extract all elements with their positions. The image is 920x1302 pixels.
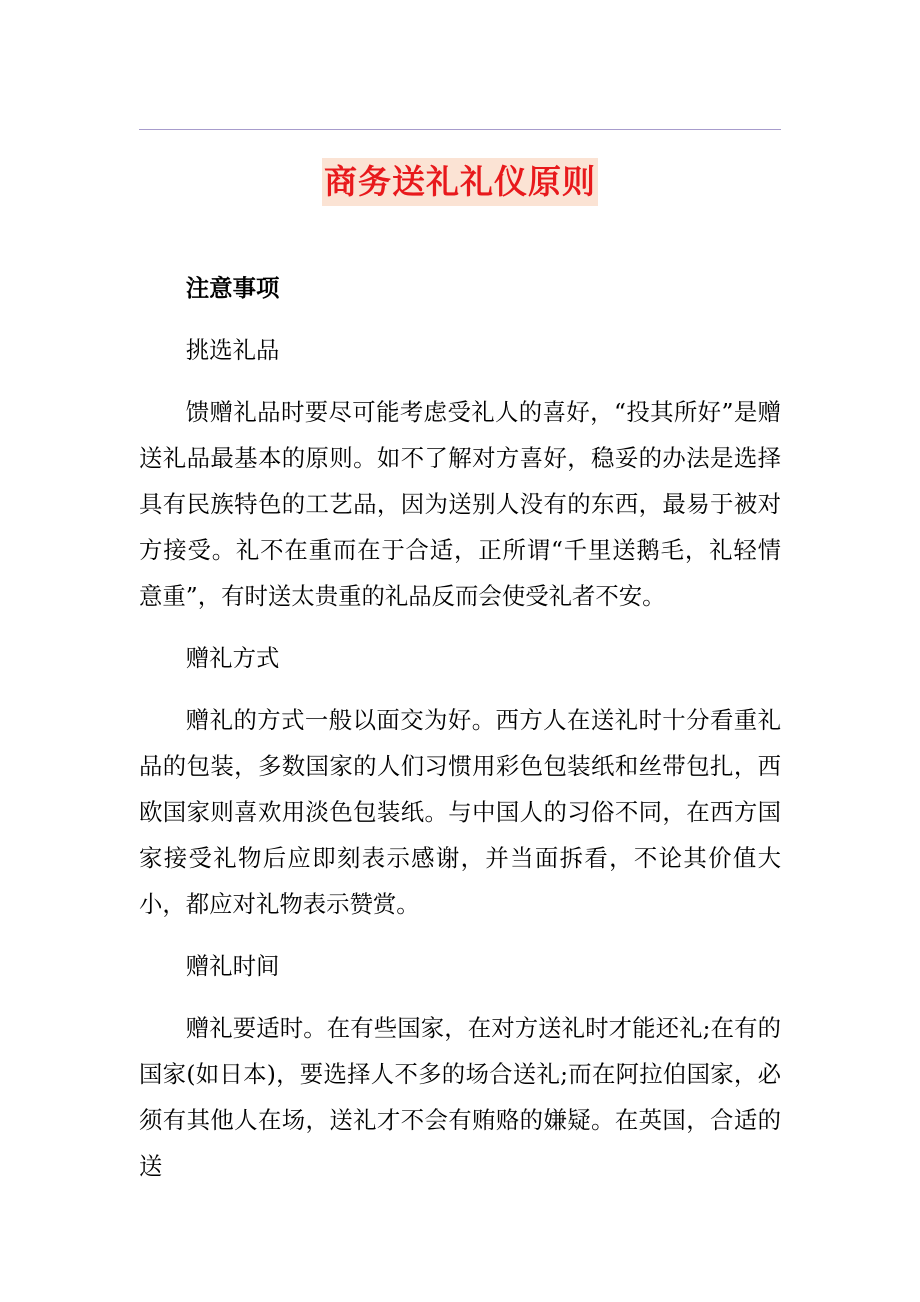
paragraph-gift-method: 赠礼的方式一般以面交为好。西方人在送礼时十分看重礼品的包装，多数国家的人们习惯用彩色包装纸和丝带包扎，西欧国家则喜欢用淡色包装纸。与中国人的习俗不同，在西方国家接受礼物后应即刻表示感谢，并当面拆看，不论其价值大小，都应对礼物表示赞赏。 — [139, 706, 781, 918]
header-rule — [139, 129, 781, 130]
document-title: 商务送礼礼仪原则 — [322, 158, 598, 206]
paragraph-gift-time: 赠礼要适时。在有些国家，在对方送礼时才能还礼;在有的国家(如日本)，要选择人不多的场合送礼;而在阿拉伯国家，必须有其他人在场，送礼才不会有贿赂的嫌疑。在英国，合适的送 — [139, 1014, 781, 1180]
subheading-gift-time: 赠礼时间 — [185, 952, 280, 980]
subheading-gift-method: 赠礼方式 — [185, 644, 280, 672]
title-container — [0, 158, 920, 206]
section-heading-notes: 注意事项 — [185, 274, 280, 302]
document-body — [139, 265, 781, 1205]
subheading-choose-gift: 挑选礼品 — [185, 336, 280, 364]
paragraph-choose-gift: 馈赠礼品时要尽可能考虑受礼人的喜好，“投其所好”是赠送礼品最基本的原则。如不了解对方喜好，稳妥的办法是选择具有民族特色的工艺品，因为送别人没有的东西，最易于被对方接受。礼不在重而在于合适，正所谓“千里送鹅毛，礼轻情意重”，有时送太贵重的礼品反而会使受礼者不安。 — [139, 398, 781, 610]
